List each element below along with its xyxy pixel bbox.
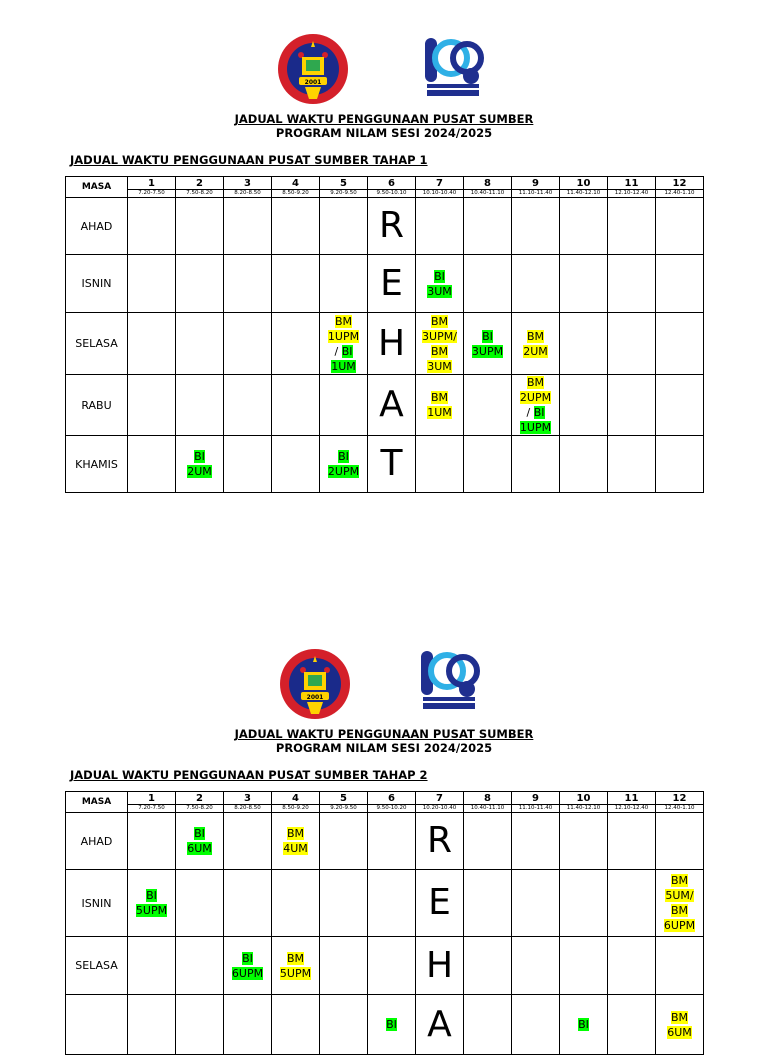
period-time: 8.50-9.20 (272, 804, 319, 812)
bi-class-label: 5UPM (135, 904, 168, 917)
period-time: 10.10-10.40 (416, 189, 463, 197)
timetable-cell (560, 436, 608, 493)
timetable-cell (176, 937, 224, 995)
timetable-cell (176, 375, 224, 436)
header-row (66, 177, 704, 198)
timetable-cell (512, 870, 560, 937)
bm-class-label: 5UPM (279, 966, 312, 980)
bm-class-label: 1UM (427, 406, 452, 419)
timetable-cell (176, 995, 224, 1055)
timetable-cell (128, 375, 176, 436)
timetable-cell (464, 436, 512, 493)
timetable-cell (176, 255, 224, 313)
timetable-cell (320, 375, 368, 436)
timetable-cell (272, 436, 320, 493)
period-number: 2 (196, 792, 203, 804)
period-time: 12.10-12.40 (608, 804, 655, 812)
timetable-cell (320, 937, 368, 995)
period-number: 4 (292, 177, 299, 189)
period-header-8 (464, 792, 512, 813)
period-header-6 (368, 792, 416, 813)
bm-class-label: 3UPM/ (422, 329, 457, 343)
bi-class-label: 3UM (427, 284, 452, 298)
period-time: 12.40-1.10 (656, 189, 703, 197)
header-row (66, 792, 704, 813)
timetable-cell (272, 255, 320, 313)
period-header-5 (320, 792, 368, 813)
timetable-cell (224, 198, 272, 255)
period-number: 12 (672, 792, 687, 804)
period-time: 8.20-8.50 (224, 189, 271, 197)
bm-class-label: BM (430, 391, 449, 404)
period-number: 8 (484, 177, 491, 189)
timetable-cell (560, 313, 608, 375)
timetable-cell (272, 937, 320, 995)
timetable-cell (416, 436, 464, 493)
timetable-cell (560, 995, 608, 1055)
period-header-4 (272, 177, 320, 198)
bi-class-label: 6UPM (231, 966, 264, 980)
anniversary-25-logo (417, 648, 481, 714)
bm-class-label: 2UM (523, 344, 548, 358)
timetable-cell (656, 813, 704, 870)
timetable-cell (176, 198, 224, 255)
table-row (66, 375, 704, 436)
timetable-cell (368, 937, 416, 995)
period-time: 10.40-11.10 (464, 804, 511, 812)
period-header-4 (272, 792, 320, 813)
period-header-12 (656, 792, 704, 813)
rehat-letter: R (368, 198, 416, 255)
timetable-cell (368, 995, 416, 1055)
timetable-cell (368, 813, 416, 870)
period-number: 3 (244, 177, 251, 189)
timetable-cell (176, 870, 224, 937)
period-time: 9.50-10.20 (368, 804, 415, 812)
timetable-cell (272, 995, 320, 1055)
bm-class-label: BM (334, 314, 353, 328)
bi-class-label: 6UM (187, 842, 212, 855)
bm-class-label: BM (430, 314, 449, 328)
masa-header: MASA (66, 177, 128, 198)
timetable-cell (320, 198, 368, 255)
timetable-cell (224, 313, 272, 375)
timetable-cell (224, 436, 272, 493)
separator-text: / (334, 344, 342, 358)
rehat-letter: H (416, 937, 464, 995)
rehat-letter: E (368, 255, 416, 313)
bm-class-label: 2UPM (519, 391, 552, 404)
bm-class-label: 3UM (427, 359, 452, 373)
bi-class-label: 2UPM (327, 465, 360, 478)
period-header-3 (224, 177, 272, 198)
period-header-11 (608, 792, 656, 813)
period-number: 1 (148, 177, 155, 189)
rehat-letter: A (416, 995, 464, 1055)
period-time: 8.20-8.50 (224, 804, 271, 812)
page-title-1 (0, 112, 768, 140)
bm-class-label: 4UM (283, 842, 308, 855)
timetable-cell (128, 255, 176, 313)
bm-class-label: 1UPM (327, 329, 360, 343)
crest-year: 2001 (306, 694, 324, 701)
bi-class-label: BI (434, 269, 445, 283)
day-label: ISNIN (66, 870, 128, 937)
bi-class-label: BI (386, 1018, 397, 1031)
period-header-7 (416, 177, 464, 198)
timetable-cell (224, 813, 272, 870)
period-number: 11 (624, 792, 639, 804)
timetable-cell (512, 995, 560, 1055)
rehat-letter: A (368, 375, 416, 436)
timetable-cell (464, 198, 512, 255)
timetable-cell (272, 813, 320, 870)
table-row (66, 198, 704, 255)
period-number: 10 (576, 792, 591, 804)
period-time: 12.40-1.10 (656, 804, 703, 812)
timetable-cell (224, 937, 272, 995)
timetable-cell (656, 436, 704, 493)
period-number: 2 (196, 177, 203, 189)
timetable-tahap-2 (65, 791, 704, 1055)
timetable-cell (128, 995, 176, 1055)
table-row (66, 313, 704, 375)
period-number: 6 (388, 792, 395, 804)
bm-class-label: BM (670, 874, 689, 887)
timetable-cell (128, 198, 176, 255)
timetable-cell (464, 255, 512, 313)
timetable-cell (608, 937, 656, 995)
timetable-cell (128, 313, 176, 375)
timetable-cell (464, 813, 512, 870)
timetable-cell (608, 198, 656, 255)
rehat-letter: E (416, 870, 464, 937)
timetable-cell (176, 313, 224, 375)
bi-class-label: 1UM (331, 359, 356, 373)
bm-class-label: BM (526, 329, 545, 343)
timetable-cell (224, 375, 272, 436)
title-line-2: PROGRAM NILAM SESI 2024/2025 (275, 126, 493, 140)
school-crest-logo (279, 648, 351, 720)
table-row (66, 937, 704, 995)
table-row (66, 870, 704, 937)
table-row (66, 813, 704, 870)
timetable-cell (656, 995, 704, 1055)
day-label: ISNIN (66, 255, 128, 313)
timetable-cell (272, 313, 320, 375)
period-number: 1 (148, 792, 155, 804)
day-label: RABU (66, 375, 128, 436)
timetable-cell (416, 375, 464, 436)
timetable-cell (656, 870, 704, 937)
day-label: SELASA (66, 937, 128, 995)
timetable-cell (656, 198, 704, 255)
period-time: 10.20-10.40 (416, 804, 463, 812)
day-label: KHAMIS (66, 436, 128, 493)
period-header-2 (176, 177, 224, 198)
bi-class-label: BI (482, 329, 493, 343)
period-header-1 (128, 177, 176, 198)
period-time: 12.10-12.40 (608, 189, 655, 197)
period-number: 5 (340, 792, 347, 804)
timetable-cell (512, 813, 560, 870)
period-time: 9.20-9.50 (320, 189, 367, 197)
title-line-2: PROGRAM NILAM SESI 2024/2025 (275, 741, 493, 755)
bm-class-label: BM (670, 1010, 689, 1024)
period-time: 8.50-9.20 (272, 189, 319, 197)
timetable-cell (656, 937, 704, 995)
timetable-cell (272, 870, 320, 937)
period-time: 9.20-9.50 (320, 804, 367, 812)
timetable-cell (560, 937, 608, 995)
timetable-cell (464, 870, 512, 937)
bi-class-label: BI (194, 450, 205, 463)
timetable-cell (608, 313, 656, 375)
timetable-cell (560, 813, 608, 870)
day-label: AHAD (66, 198, 128, 255)
timetable-cell (560, 375, 608, 436)
period-header-12 (656, 177, 704, 198)
timetable-cell (128, 870, 176, 937)
timetable-cell (608, 375, 656, 436)
timetable-cell (656, 313, 704, 375)
timetable-cell (320, 813, 368, 870)
period-time: 7.50-8.20 (176, 804, 223, 812)
rehat-letter: H (368, 313, 416, 375)
bm-class-label: BM (526, 376, 545, 389)
period-header-6 (368, 177, 416, 198)
period-header-11 (608, 177, 656, 198)
bm-class-label: BM (430, 344, 449, 358)
table-row (66, 995, 704, 1055)
timetable-cell (464, 937, 512, 995)
masa-header: MASA (66, 792, 128, 813)
rehat-letter: T (368, 436, 416, 493)
bi-class-label: BI (146, 889, 157, 902)
timetable-cell (512, 255, 560, 313)
timetable-cell (464, 375, 512, 436)
timetable-cell (128, 436, 176, 493)
bi-class-label: BI (338, 450, 349, 463)
bi-class-label: BI (194, 827, 205, 840)
bm-class-label: 6UM (667, 1025, 692, 1039)
title-line-1: JADUAL WAKTU PENGGUNAAN PUSAT SUMBER (234, 727, 534, 741)
bi-class-label: 1UPM (519, 421, 552, 434)
period-header-1 (128, 792, 176, 813)
period-header-9 (512, 177, 560, 198)
timetable-cell (416, 198, 464, 255)
period-number: 7 (436, 792, 443, 804)
timetable-cell (608, 870, 656, 937)
timetable-cell (608, 995, 656, 1055)
timetable-cell (320, 995, 368, 1055)
period-time: 11.10-11.40 (512, 189, 559, 197)
bi-class-label: 3UPM (471, 344, 504, 358)
period-number: 10 (576, 177, 591, 189)
timetable-cell (320, 436, 368, 493)
subtitle-tahap-2: JADUAL WAKTU PENGGUNAAN PUSAT SUMBER TAHAP 2 (70, 768, 428, 782)
timetable-cell (512, 937, 560, 995)
period-header-10 (560, 177, 608, 198)
timetable-cell (416, 255, 464, 313)
timetable-cell (320, 313, 368, 375)
bm-class-label: 6UPM (663, 919, 696, 932)
period-number: 9 (532, 792, 539, 804)
title-line-1: JADUAL WAKTU PENGGUNAAN PUSAT SUMBER (234, 112, 534, 126)
separator-text: / (526, 406, 534, 419)
bi-class-label: BI (242, 951, 253, 965)
subtitle-tahap-1: JADUAL WAKTU PENGGUNAAN PUSAT SUMBER TAHAP 1 (70, 153, 428, 167)
bm-class-label: BM (286, 827, 305, 840)
period-header-3 (224, 792, 272, 813)
rehat-letter: R (416, 813, 464, 870)
timetable-cell (368, 870, 416, 937)
period-number: 4 (292, 792, 299, 804)
timetable-cell (416, 313, 464, 375)
timetable-cell (320, 255, 368, 313)
timetable-cell (560, 255, 608, 313)
period-time: 9.50-10.10 (368, 189, 415, 197)
period-time: 11.40-12.10 (560, 804, 607, 812)
period-header-5 (320, 177, 368, 198)
anniversary-25-logo (421, 36, 485, 100)
period-time: 11.10-11.40 (512, 804, 559, 812)
day-label: AHAD (66, 813, 128, 870)
timetable-cell (512, 198, 560, 255)
bm-class-label: BM (286, 951, 305, 965)
period-number: 5 (340, 177, 347, 189)
timetable-tahap-1 (65, 176, 704, 493)
period-number: 11 (624, 177, 639, 189)
period-number: 8 (484, 792, 491, 804)
timetable-cell (224, 255, 272, 313)
timetable-cell (224, 870, 272, 937)
timetable-cell (128, 937, 176, 995)
timetable-cell (608, 813, 656, 870)
timetable-cell (608, 436, 656, 493)
period-number: 9 (532, 177, 539, 189)
period-number: 3 (244, 792, 251, 804)
period-time: 10.40-11.10 (464, 189, 511, 197)
timetable-cell (320, 870, 368, 937)
period-header-10 (560, 792, 608, 813)
timetable-cell (176, 436, 224, 493)
period-time: 7.20-7.50 (128, 189, 175, 197)
timetable-cell (224, 995, 272, 1055)
timetable-cell (512, 313, 560, 375)
period-header-8 (464, 177, 512, 198)
timetable-cell (464, 313, 512, 375)
period-number: 6 (388, 177, 395, 189)
timetable-cell (272, 198, 320, 255)
period-header-9 (512, 792, 560, 813)
bi-class-label: BI (578, 1018, 589, 1031)
bm-class-label: BM (670, 904, 689, 917)
timetable-cell (608, 255, 656, 313)
period-number: 7 (436, 177, 443, 189)
bi-class-label: BI (341, 344, 353, 358)
timetable-cell (512, 375, 560, 436)
crest-year: 2001 (304, 79, 322, 86)
period-time: 11.40-12.10 (560, 189, 607, 197)
timetable-cell (272, 375, 320, 436)
timetable-cell (560, 198, 608, 255)
timetable-cell (560, 870, 608, 937)
timetable-cell (128, 813, 176, 870)
timetable-cell (512, 436, 560, 493)
bi-class-label: BI (533, 406, 545, 419)
bm-class-label: 5UM/ (665, 889, 694, 902)
timetable-cell (176, 813, 224, 870)
period-time: 7.20-7.50 (128, 804, 175, 812)
table-row (66, 255, 704, 313)
day-label: SELASA (66, 313, 128, 375)
day-label (66, 995, 128, 1055)
timetable-cell (656, 255, 704, 313)
period-time: 7.50-8.20 (176, 189, 223, 197)
period-number: 12 (672, 177, 687, 189)
timetable-cell (464, 995, 512, 1055)
bi-class-label: 2UM (187, 465, 212, 478)
period-header-2 (176, 792, 224, 813)
school-crest-logo (277, 33, 349, 105)
table-row (66, 436, 704, 493)
page-title-2 (0, 727, 768, 755)
timetable-cell (656, 375, 704, 436)
period-header-7 (416, 792, 464, 813)
